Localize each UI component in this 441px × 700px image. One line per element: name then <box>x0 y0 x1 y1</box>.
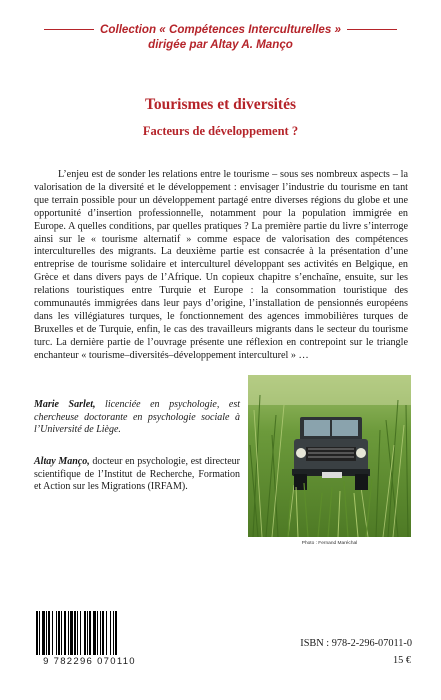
author-name-1: Marie Sarlet, <box>34 399 96 410</box>
series-header <box>0 22 441 52</box>
isbn: ISBN : 978-2-296-07011-0 <box>300 638 412 649</box>
barcode <box>34 611 151 657</box>
jeep-in-grass-photo <box>248 375 411 537</box>
author-desc-1: licenciée en psychologie, est chercheuse doctorante en psychologie sociale à l’Université de Liège. <box>34 399 241 436</box>
author-desc-2: docteur en psychologie, est directeur scientifique de l’Institut de Recherche, Formation et Action sur les Migrations (IRFAM). <box>34 456 241 493</box>
series-name: Collection « Compétences Interculturelles » <box>100 23 341 36</box>
author-bio-2 <box>34 456 240 494</box>
barcode-number: 9 782296 070110 <box>43 656 136 667</box>
blurb-text: L’enjeu est de sonder les relations entre le tourisme – sous ses nombreux aspects – la valorisation de la diversité et le développement : envisager l’industrie du tourisme en tant que terrain possible pour un développement partagé entre diverses régions du globe et une opportunité d’insertion professionnelle, notamment pour la population immigrée en Europe. A quelles conditions, par quelles pratiques ? La première partie du livre s’interroge ainsi sur le « tourisme alternatif » comme espace de valorisation des compétences interculturelles des migrants. La deuxième partie est consacrée à la présentation d’une entreprise de tourisme solidaire et interculturel développant ses activités en Belgique, en Grèce et dans divers pays de l’Afrique. Un copieux chapitre s’enchaîne, ensuite, sur les relations touristiques entre Turquie et Europe : la consommation touristique des communautés immigrées dans leur pays d’origine, l’installation de pensionnés européens dans les villégiatures turques, le fonctionnement des agences immobilières turques de Bruxelles et de Turquie, enfin, le cas des travailleurs migrants dans le secteur du tourisme turc. La dernière partie de l’ouvrage présente une réflexion en contrepoint sur le triangle enchanteur « tourisme–diversités–développement interculturel » … <box>34 169 408 361</box>
series-line1-row <box>0 22 441 37</box>
cover-photo <box>248 375 411 537</box>
series-rule-left <box>44 29 94 30</box>
book-title: Tourismes et diversités <box>145 96 296 113</box>
author-name-2: Altay Manço, <box>34 456 90 467</box>
photo-credit: Photo : Fernand Maréchal <box>301 541 358 546</box>
series-rule-right <box>347 29 397 30</box>
book-subtitle: Facteurs de développement ? <box>142 124 299 138</box>
price: 15 € <box>392 655 411 666</box>
series-editor: dirigée par Altay A. Manço <box>148 38 293 51</box>
author-bio-1 <box>34 399 240 437</box>
